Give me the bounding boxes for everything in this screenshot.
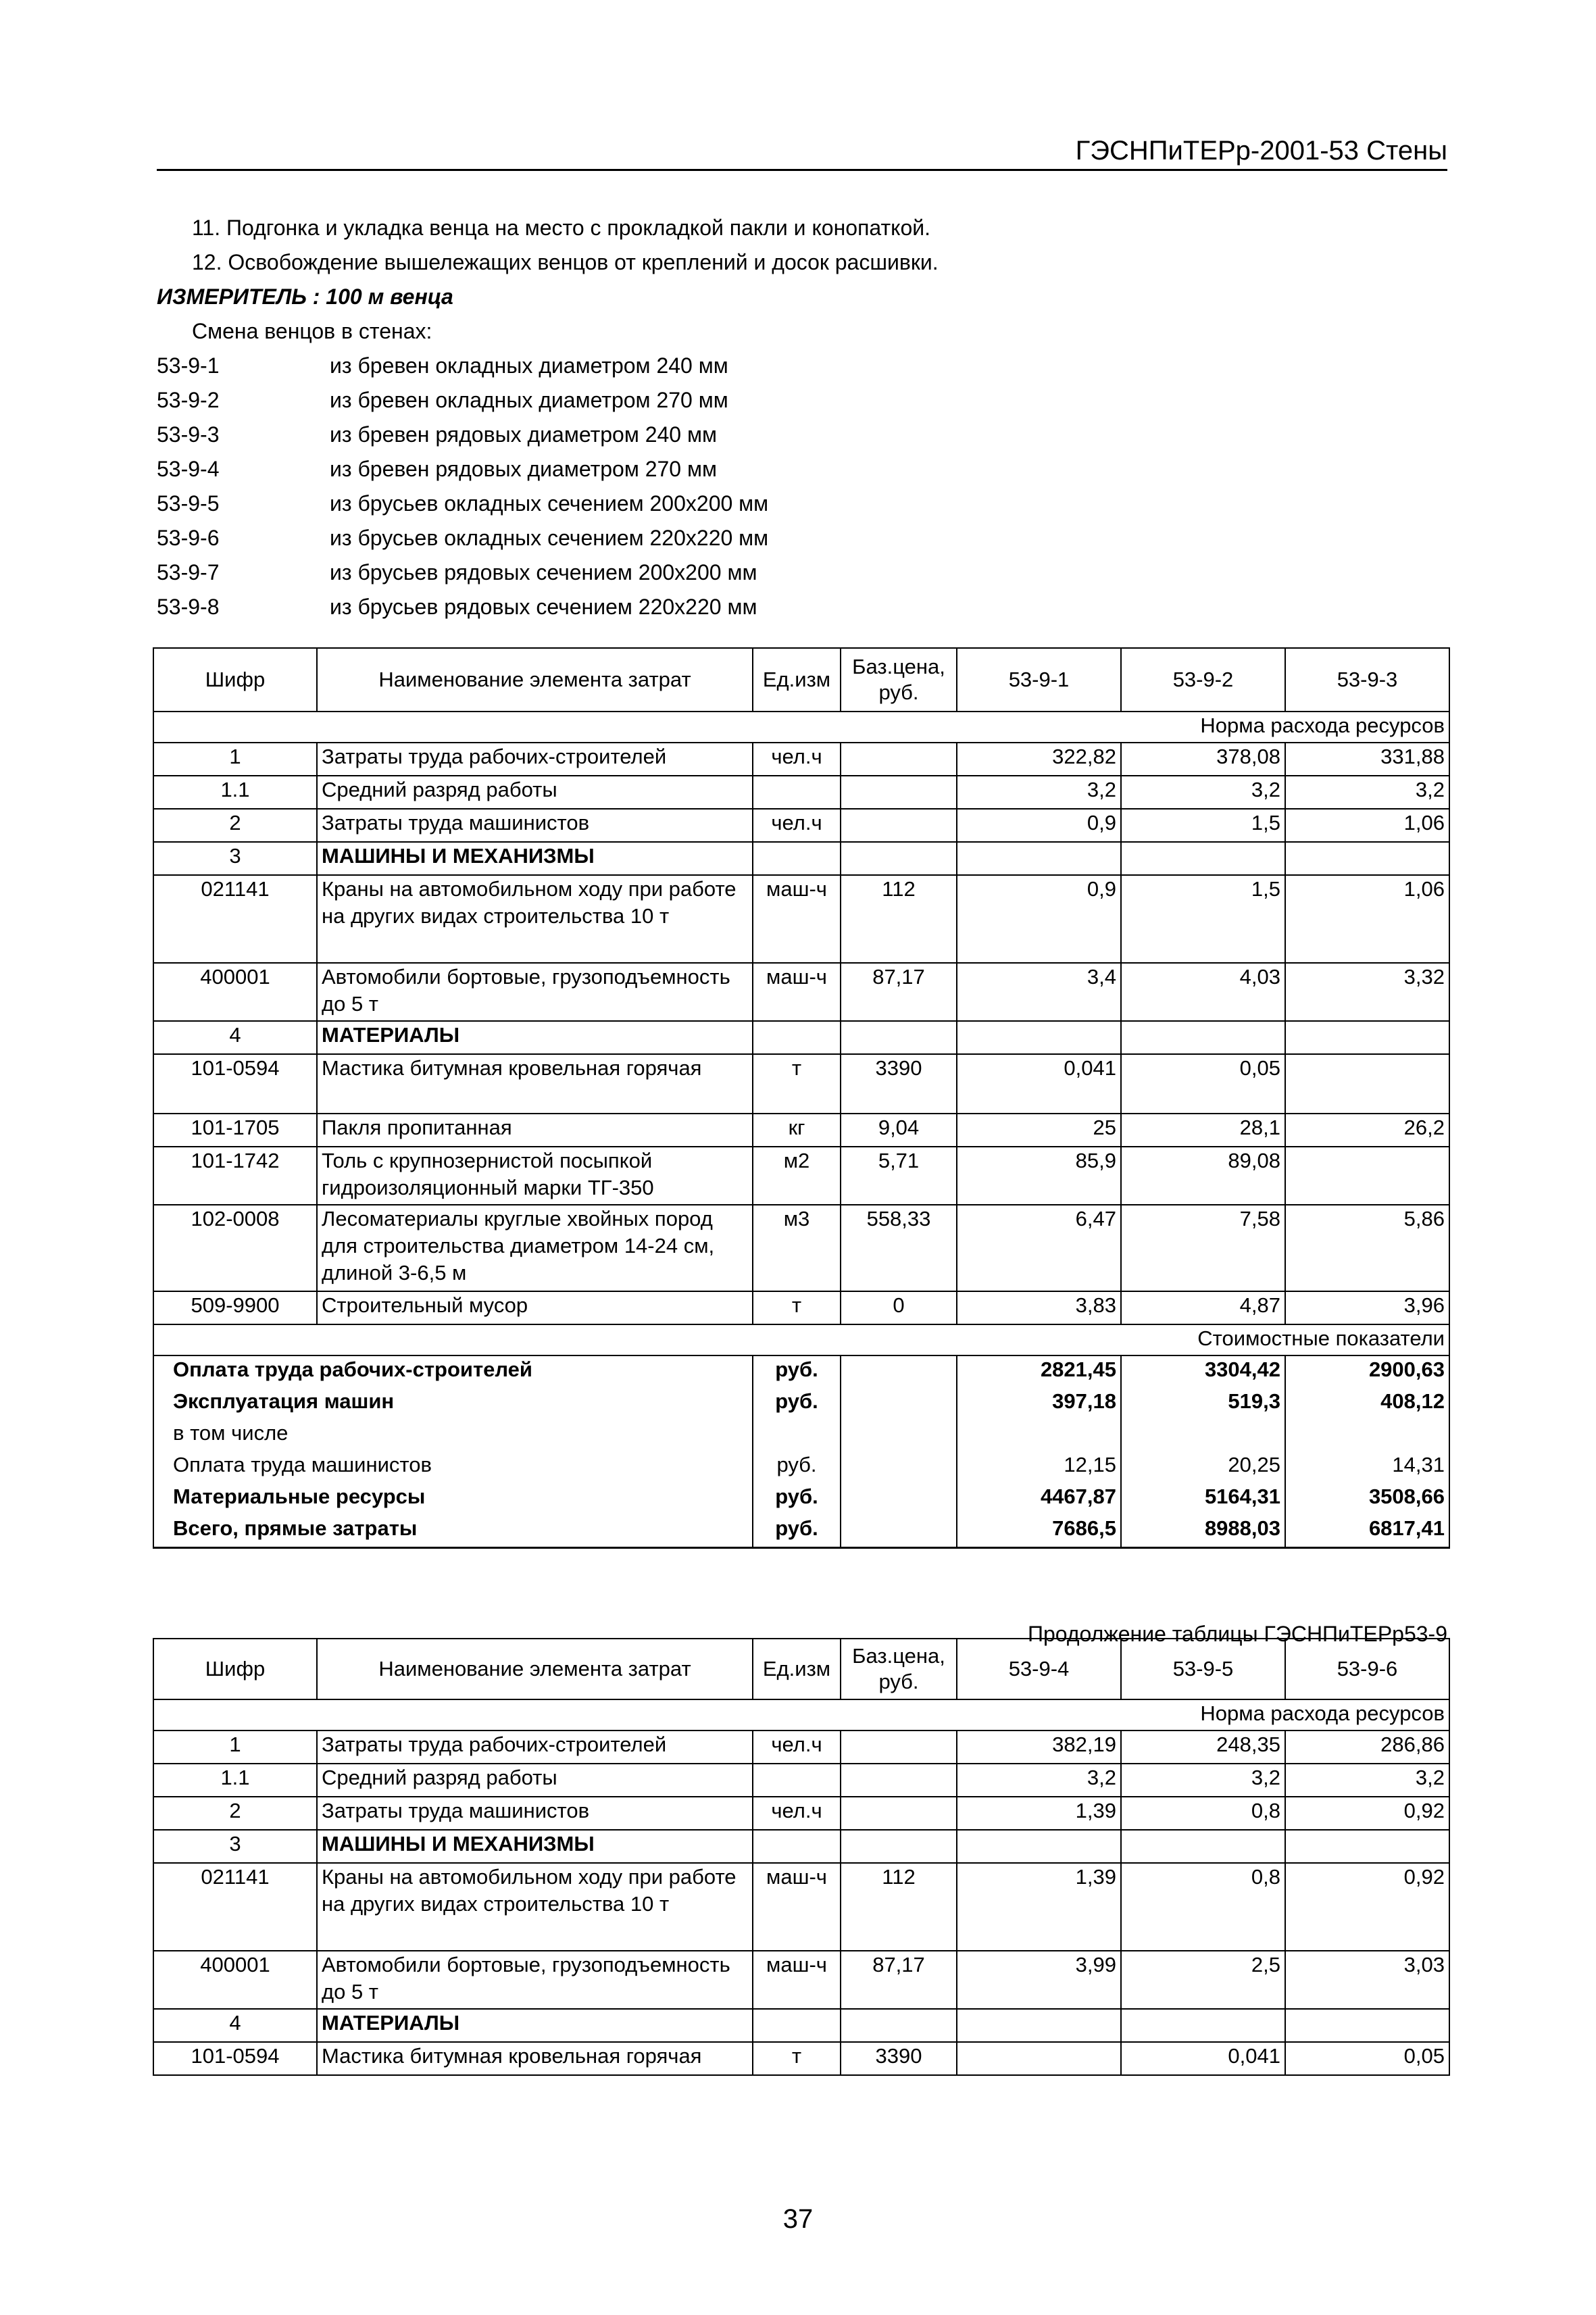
row-value: 1,5 [1121, 809, 1285, 842]
step-12: 12. Освобождение вышележащих венцов от креплений и досок расшивки. [192, 250, 939, 274]
table-row [153, 963, 1449, 1021]
row-value [1285, 1147, 1449, 1205]
row-name: Лесоматериалы круглые хвойных пород для строительства диаметром 14-24 см, длиной 3-6,5 м [317, 1205, 753, 1291]
item-text: из брусьев окладных сечением 220х220 мм [330, 526, 769, 550]
row-value: 7,58 [1121, 1205, 1285, 1291]
row-name: Затраты труда рабочих-строителей [317, 743, 753, 776]
row-value [1285, 2009, 1449, 2042]
item-text: из бревен рядовых диаметром 240 мм [330, 422, 717, 447]
item-line [157, 418, 1441, 452]
table-row [153, 2042, 1449, 2075]
row-value: 3,2 [1285, 1764, 1449, 1797]
header-name: Наименование элемента затрат [317, 648, 753, 712]
cost-value: 3508,66 [1285, 1483, 1449, 1515]
table-row [153, 1054, 1449, 1114]
row-code: 3 [153, 1830, 317, 1863]
row-name: Мастика битумная кровельная горячая [317, 1054, 753, 1114]
cost-label: в том числе [153, 1420, 753, 1451]
row-value: 3,2 [957, 1764, 1121, 1797]
item-line [157, 555, 1441, 590]
row-price [841, 2009, 957, 2042]
row-value [957, 2009, 1121, 2042]
item-code: 53-9-3 [157, 422, 220, 447]
header-col-3: 53-9-3 [1285, 648, 1449, 712]
item-text: из бревен окладных диаметром 240 мм [330, 353, 728, 378]
cost-unit: руб. [753, 1483, 841, 1515]
row-unit: м2 [753, 1147, 841, 1205]
cost-gap [841, 1451, 957, 1483]
row-value: 6,47 [957, 1205, 1121, 1291]
table-row [153, 1830, 1449, 1863]
intro-block [157, 211, 1441, 624]
row-value: 0,92 [1285, 1863, 1449, 1951]
cost-value: 20,25 [1121, 1451, 1285, 1483]
measure-value: 100 м венца [326, 284, 453, 309]
row-code: 1.1 [153, 776, 317, 809]
row-value: 28,1 [1121, 1114, 1285, 1147]
row-price [841, 1764, 957, 1797]
row-value: 3,32 [1285, 963, 1449, 1021]
table-row [153, 1764, 1449, 1797]
cost-value [1285, 1420, 1449, 1451]
row-unit [753, 842, 841, 875]
row-name: Строительный мусор [317, 1291, 753, 1324]
row-value: 26,2 [1285, 1114, 1449, 1147]
row-unit: чел.ч [753, 1797, 841, 1830]
row-price: 112 [841, 875, 957, 963]
table-row [153, 809, 1449, 842]
row-value: 85,9 [957, 1147, 1121, 1205]
table-row [153, 1021, 1449, 1054]
row-unit [753, 1021, 841, 1054]
norms-table-2 [153, 1638, 1450, 2076]
norm-band: Норма расхода ресурсов [153, 1699, 1449, 1731]
row-name: Затраты труда машинистов [317, 809, 753, 842]
cost-gap [841, 1483, 957, 1515]
row-value: 4,87 [1121, 1291, 1285, 1324]
item-line [157, 487, 1441, 521]
row-code: 400001 [153, 963, 317, 1021]
row-unit: маш-ч [753, 875, 841, 963]
cost-unit: руб. [753, 1515, 841, 1548]
header-col-4: 53-9-4 [957, 1639, 1121, 1699]
table-row [153, 743, 1449, 776]
row-value: 3,4 [957, 963, 1121, 1021]
row-name: Средний разряд работы [317, 1764, 753, 1797]
row-unit: т [753, 1291, 841, 1324]
norm-band-row [153, 1699, 1449, 1731]
running-header: ГЭСНПиТЕРр-2001-53 Стены [157, 132, 1447, 171]
cost-row [153, 1388, 1449, 1420]
group-title: Смена венцов в стенах: [192, 319, 432, 343]
cost-value: 519,3 [1121, 1388, 1285, 1420]
row-value: 3,2 [1121, 776, 1285, 809]
row-value: 3,96 [1285, 1291, 1449, 1324]
row-value: 1,06 [1285, 809, 1449, 842]
row-code: 101-1705 [153, 1114, 317, 1147]
row-value: 3,2 [957, 776, 1121, 809]
cost-gap [841, 1388, 957, 1420]
row-name: МАТЕРИАЛЫ [317, 2009, 753, 2042]
row-code: 101-1742 [153, 1147, 317, 1205]
norms-table-1 [153, 647, 1450, 1549]
table-row [153, 1951, 1449, 2009]
row-value: 382,19 [957, 1731, 1121, 1764]
cost-value: 397,18 [957, 1388, 1121, 1420]
item-line [157, 349, 1441, 383]
row-value: 1,39 [957, 1863, 1121, 1951]
item-code: 53-9-1 [157, 353, 220, 378]
header-code: Шифр [153, 1639, 317, 1699]
row-value: 286,86 [1285, 1731, 1449, 1764]
row-code: 101-0594 [153, 2042, 317, 2075]
row-price [841, 1731, 957, 1764]
row-value: 1,06 [1285, 875, 1449, 963]
row-name: Автомобили бортовые, грузоподъемность до 5 т [317, 1951, 753, 2009]
row-value: 3,2 [1285, 776, 1449, 809]
row-value [1285, 1054, 1449, 1114]
row-value: 3,99 [957, 1951, 1121, 2009]
row-code: 400001 [153, 1951, 317, 2009]
norm-band: Норма расхода ресурсов [153, 712, 1449, 743]
cost-gap [841, 1420, 957, 1451]
cost-band-row [153, 1324, 1449, 1355]
table-row [153, 1114, 1449, 1147]
item-code: 53-9-5 [157, 491, 220, 516]
row-value: 25 [957, 1114, 1121, 1147]
cost-row [153, 1420, 1449, 1451]
row-unit [753, 2009, 841, 2042]
row-value: 5,86 [1285, 1205, 1449, 1291]
row-price [841, 1830, 957, 1863]
table-row [153, 875, 1449, 963]
item-line [157, 383, 1441, 418]
cost-value: 2821,45 [957, 1355, 1121, 1388]
cost-label: Всего, прямые затраты [153, 1515, 753, 1548]
cost-band: Стоимостные показатели [153, 1324, 1449, 1355]
row-name: МАТЕРИАЛЫ [317, 1021, 753, 1054]
row-value: 0,041 [1121, 2042, 1285, 2075]
continuation-caption: Продолжение таблицы ГЭСНПиТЕРр53-9 [1027, 1622, 1447, 1646]
table-row [153, 1205, 1449, 1291]
row-code: 509-9900 [153, 1291, 317, 1324]
item-line [157, 452, 1441, 487]
row-value: 1,39 [957, 1797, 1121, 1830]
cost-label: Оплата труда машинистов [153, 1451, 753, 1483]
row-unit: чел.ч [753, 743, 841, 776]
row-price: 87,17 [841, 963, 957, 1021]
row-price: 0 [841, 1291, 957, 1324]
row-value [1121, 1830, 1285, 1863]
row-code: 2 [153, 809, 317, 842]
row-value: 3,2 [1121, 1764, 1285, 1797]
item-text: из бревен рядовых диаметром 270 мм [330, 457, 717, 481]
row-price [841, 1021, 957, 1054]
row-value: 0,9 [957, 809, 1121, 842]
row-value: 1,5 [1121, 875, 1285, 963]
row-value [957, 1021, 1121, 1054]
row-value [957, 2042, 1121, 2075]
row-unit: т [753, 1054, 841, 1114]
row-price [841, 776, 957, 809]
row-value: 0,8 [1121, 1797, 1285, 1830]
row-unit: кг [753, 1114, 841, 1147]
cost-value: 6817,41 [1285, 1515, 1449, 1548]
row-unit: м3 [753, 1205, 841, 1291]
table-row [153, 1291, 1449, 1324]
header-col-5: 53-9-5 [1121, 1639, 1285, 1699]
row-value: 0,8 [1121, 1863, 1285, 1951]
row-price: 558,33 [841, 1205, 957, 1291]
row-value [1121, 842, 1285, 875]
row-value [1121, 1021, 1285, 1054]
row-price: 5,71 [841, 1147, 957, 1205]
row-unit [753, 1830, 841, 1863]
cost-value: 7686,5 [957, 1515, 1121, 1548]
row-price [841, 809, 957, 842]
row-code: 021141 [153, 875, 317, 963]
cost-value: 408,12 [1285, 1388, 1449, 1420]
item-line [157, 590, 1441, 624]
header-unit: Ед.изм [753, 648, 841, 712]
row-name: Затраты труда рабочих-строителей [317, 1731, 753, 1764]
header-name: Наименование элемента затрат [317, 1639, 753, 1699]
item-text: из брусьев рядовых сечением 200х200 мм [330, 560, 757, 584]
cost-value: 14,31 [1285, 1451, 1449, 1483]
row-unit [753, 1764, 841, 1797]
item-code: 53-9-7 [157, 560, 220, 584]
measure-label: ИЗМЕРИТЕЛЬ : [157, 284, 320, 309]
cost-row [153, 1515, 1449, 1548]
row-value: 322,82 [957, 743, 1121, 776]
row-price: 112 [841, 1863, 957, 1951]
row-code: 3 [153, 842, 317, 875]
row-unit: т [753, 2042, 841, 2075]
item-code: 53-9-2 [157, 388, 220, 412]
cost-value [957, 1420, 1121, 1451]
row-code: 1 [153, 1731, 317, 1764]
row-value: 0,92 [1285, 1797, 1449, 1830]
measure-unit [157, 280, 1441, 314]
header-price: Баз.цена, руб. [841, 1639, 957, 1699]
row-unit: маш-ч [753, 1863, 841, 1951]
row-value: 0,9 [957, 875, 1121, 963]
table-row [153, 2009, 1449, 2042]
row-code: 1 [153, 743, 317, 776]
cost-value [1121, 1420, 1285, 1451]
row-name: МАШИНЫ И МЕХАНИЗМЫ [317, 842, 753, 875]
row-name: Затраты труда машинистов [317, 1797, 753, 1830]
cost-label: Оплата труда рабочих-строителей [153, 1355, 753, 1388]
cost-label: Эксплуатация машин [153, 1388, 753, 1420]
step-11: 11. Подгонка и укладка венца на место с прокладкой пакли и конопаткой. [192, 216, 931, 240]
row-price [841, 1797, 957, 1830]
cost-gap [841, 1355, 957, 1388]
row-name: Краны на автомобильном ходу при работе на других видах строительства 10 т [317, 1863, 753, 1951]
item-text: из бревен окладных диаметром 270 мм [330, 388, 728, 412]
cost-row [153, 1451, 1449, 1483]
row-value: 2,5 [1121, 1951, 1285, 2009]
row-price: 9,04 [841, 1114, 957, 1147]
row-unit: чел.ч [753, 1731, 841, 1764]
row-code: 4 [153, 2009, 317, 2042]
row-value [957, 1830, 1121, 1863]
norm-band-row [153, 712, 1449, 743]
row-value [1121, 2009, 1285, 2042]
row-name: Толь с крупнозернистой посыпкой гидроизоляционный марки ТГ-350 [317, 1147, 753, 1205]
cost-gap [841, 1515, 957, 1548]
header-price: Баз.цена, руб. [841, 648, 957, 712]
table-row [153, 1731, 1449, 1764]
row-value: 0,05 [1121, 1054, 1285, 1114]
cost-unit [753, 1420, 841, 1451]
cost-value: 4467,87 [957, 1483, 1121, 1515]
row-value: 248,35 [1121, 1731, 1285, 1764]
row-price: 3390 [841, 2042, 957, 2075]
row-price [841, 842, 957, 875]
item-code: 53-9-4 [157, 457, 220, 481]
row-price [841, 743, 957, 776]
cost-label: Материальные ресурсы [153, 1483, 753, 1515]
row-code: 2 [153, 1797, 317, 1830]
header-col-2: 53-9-2 [1121, 648, 1285, 712]
row-name: Краны на автомобильном ходу при работе на других видах строительства 10 т [317, 875, 753, 963]
row-code: 101-0594 [153, 1054, 317, 1114]
table-row [153, 1147, 1449, 1205]
table-row [153, 842, 1449, 875]
cost-unit: руб. [753, 1451, 841, 1483]
table-row [153, 776, 1449, 809]
row-value [1285, 1021, 1449, 1054]
row-value: 4,03 [1121, 963, 1285, 1021]
item-code: 53-9-8 [157, 595, 220, 619]
page-number: 37 [782, 2204, 814, 2234]
header-col-1: 53-9-1 [957, 648, 1121, 712]
row-value: 378,08 [1121, 743, 1285, 776]
row-code: 102-0008 [153, 1205, 317, 1291]
table-row [153, 1797, 1449, 1830]
cost-unit: руб. [753, 1355, 841, 1388]
cost-row [153, 1355, 1449, 1388]
row-unit: маш-ч [753, 963, 841, 1021]
row-code: 1.1 [153, 1764, 317, 1797]
row-name: Пакля пропитанная [317, 1114, 753, 1147]
row-price: 3390 [841, 1054, 957, 1114]
row-value: 331,88 [1285, 743, 1449, 776]
item-code: 53-9-6 [157, 526, 220, 550]
cost-value: 12,15 [957, 1451, 1121, 1483]
row-name: Мастика битумная кровельная горячая [317, 2042, 753, 2075]
item-line [157, 521, 1441, 555]
row-value [1285, 1830, 1449, 1863]
item-text: из брусьев рядовых сечением 220х220 мм [330, 595, 757, 619]
cost-row [153, 1483, 1449, 1515]
item-list [157, 349, 1441, 624]
row-value [1285, 842, 1449, 875]
row-name: МАШИНЫ И МЕХАНИЗМЫ [317, 1830, 753, 1863]
row-code: 4 [153, 1021, 317, 1054]
row-value: 0,041 [957, 1054, 1121, 1114]
row-value: 3,83 [957, 1291, 1121, 1324]
row-name: Автомобили бортовые, грузоподъемность до 5 т [317, 963, 753, 1021]
header-col-6: 53-9-6 [1285, 1639, 1449, 1699]
cost-value: 5164,31 [1121, 1483, 1285, 1515]
header-unit: Ед.изм [753, 1639, 841, 1699]
cost-value: 3304,42 [1121, 1355, 1285, 1388]
cost-unit: руб. [753, 1388, 841, 1420]
header-code: Шифр [153, 648, 317, 712]
row-unit: маш-ч [753, 1951, 841, 2009]
cost-value: 2900,63 [1285, 1355, 1449, 1388]
row-name: Средний разряд работы [317, 776, 753, 809]
row-value: 0,05 [1285, 2042, 1449, 2075]
row-unit: чел.ч [753, 809, 841, 842]
row-price: 87,17 [841, 1951, 957, 2009]
row-value: 3,03 [1285, 1951, 1449, 2009]
row-value: 89,08 [1121, 1147, 1285, 1205]
item-text: из брусьев окладных сечением 200х200 мм [330, 491, 769, 516]
row-code: 021141 [153, 1863, 317, 1951]
table-row [153, 1863, 1449, 1951]
cost-value: 8988,03 [1121, 1515, 1285, 1548]
row-unit [753, 776, 841, 809]
row-value [957, 842, 1121, 875]
